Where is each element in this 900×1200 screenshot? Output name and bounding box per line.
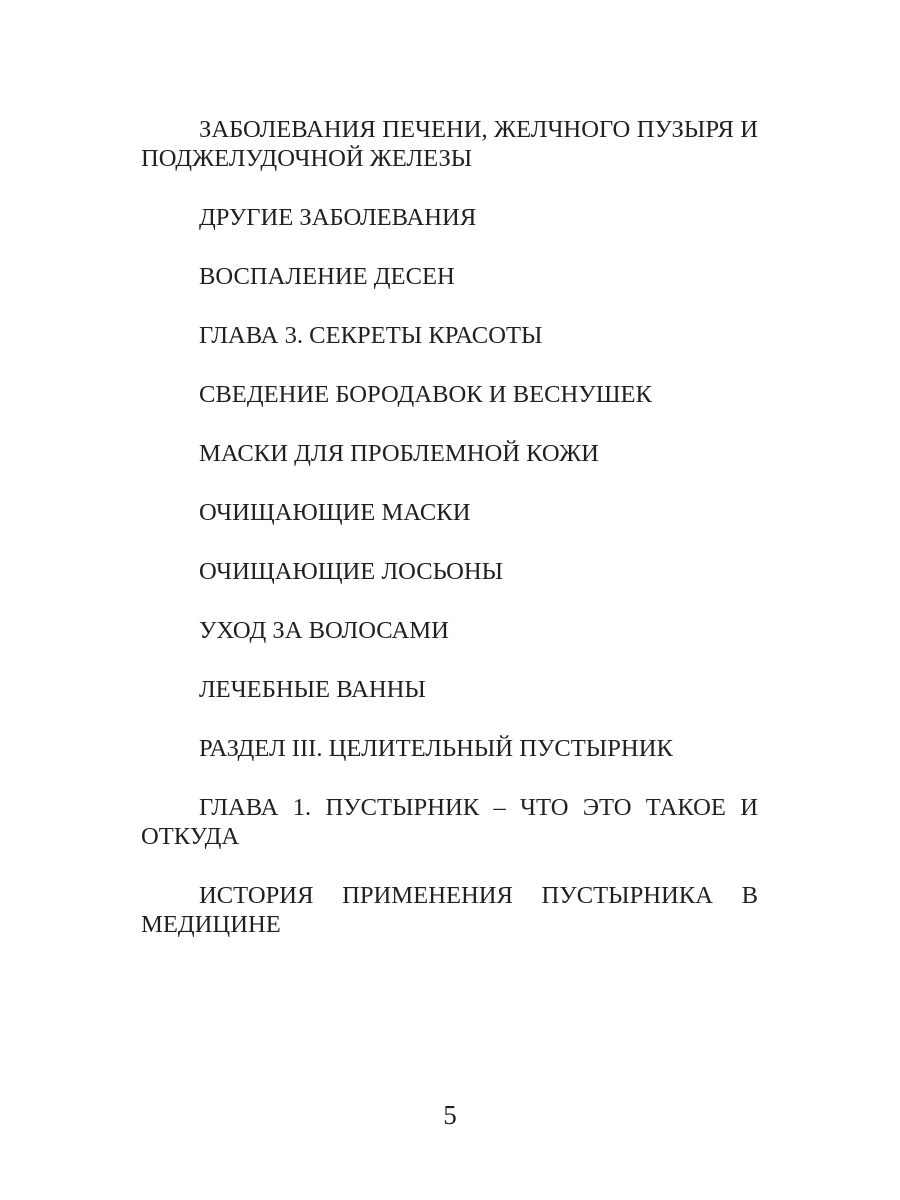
toc-entry: ГЛАВА 1. ПУСТЫРНИК – ЧТО ЭТО ТАКОЕ И ОТКУДА bbox=[141, 794, 758, 850]
toc-entry: ИСТОРИЯ ПРИМЕНЕНИЯ ПУСТЫРНИКА В МЕДИЦИНЕ bbox=[141, 882, 758, 938]
toc-entry: РАЗДЕЛ III. ЦЕЛИТЕЛЬНЫЙ ПУСТЫРНИК bbox=[199, 735, 673, 762]
page-number: 5 bbox=[443, 1100, 457, 1130]
toc-entry: МАСКИ ДЛЯ ПРОБЛЕМНОЙ КОЖИ bbox=[199, 440, 599, 467]
toc-entry: ГЛАВА 3. СЕКРЕТЫ КРАСОТЫ bbox=[199, 322, 543, 349]
toc-entry: ДРУГИЕ ЗАБОЛЕВАНИЯ bbox=[199, 204, 477, 231]
toc-entry: УХОД ЗА ВОЛОСАМИ bbox=[199, 617, 449, 644]
table-of-contents bbox=[141, 115, 758, 969]
toc-entry: СВЕДЕНИЕ БОРОДАВОК И ВЕСНУШЕК bbox=[199, 381, 652, 408]
toc-entry: ЛЕЧЕБНЫЕ ВАННЫ bbox=[199, 676, 426, 703]
toc-entry: ВОСПАЛЕНИЕ ДЕСЕН bbox=[199, 263, 455, 290]
toc-entry: ОЧИЩАЮЩИЕ МАСКИ bbox=[199, 499, 471, 526]
toc-entry: ЗАБОЛЕВАНИЯ ПЕЧЕНИ, ЖЕЛЧНОГО ПУЗЫРЯ И ПОДЖЕЛУДОЧНОЙ ЖЕЛЕЗЫ bbox=[141, 116, 758, 172]
toc-entry: ОЧИЩАЮЩИЕ ЛОСЬОНЫ bbox=[199, 558, 504, 585]
